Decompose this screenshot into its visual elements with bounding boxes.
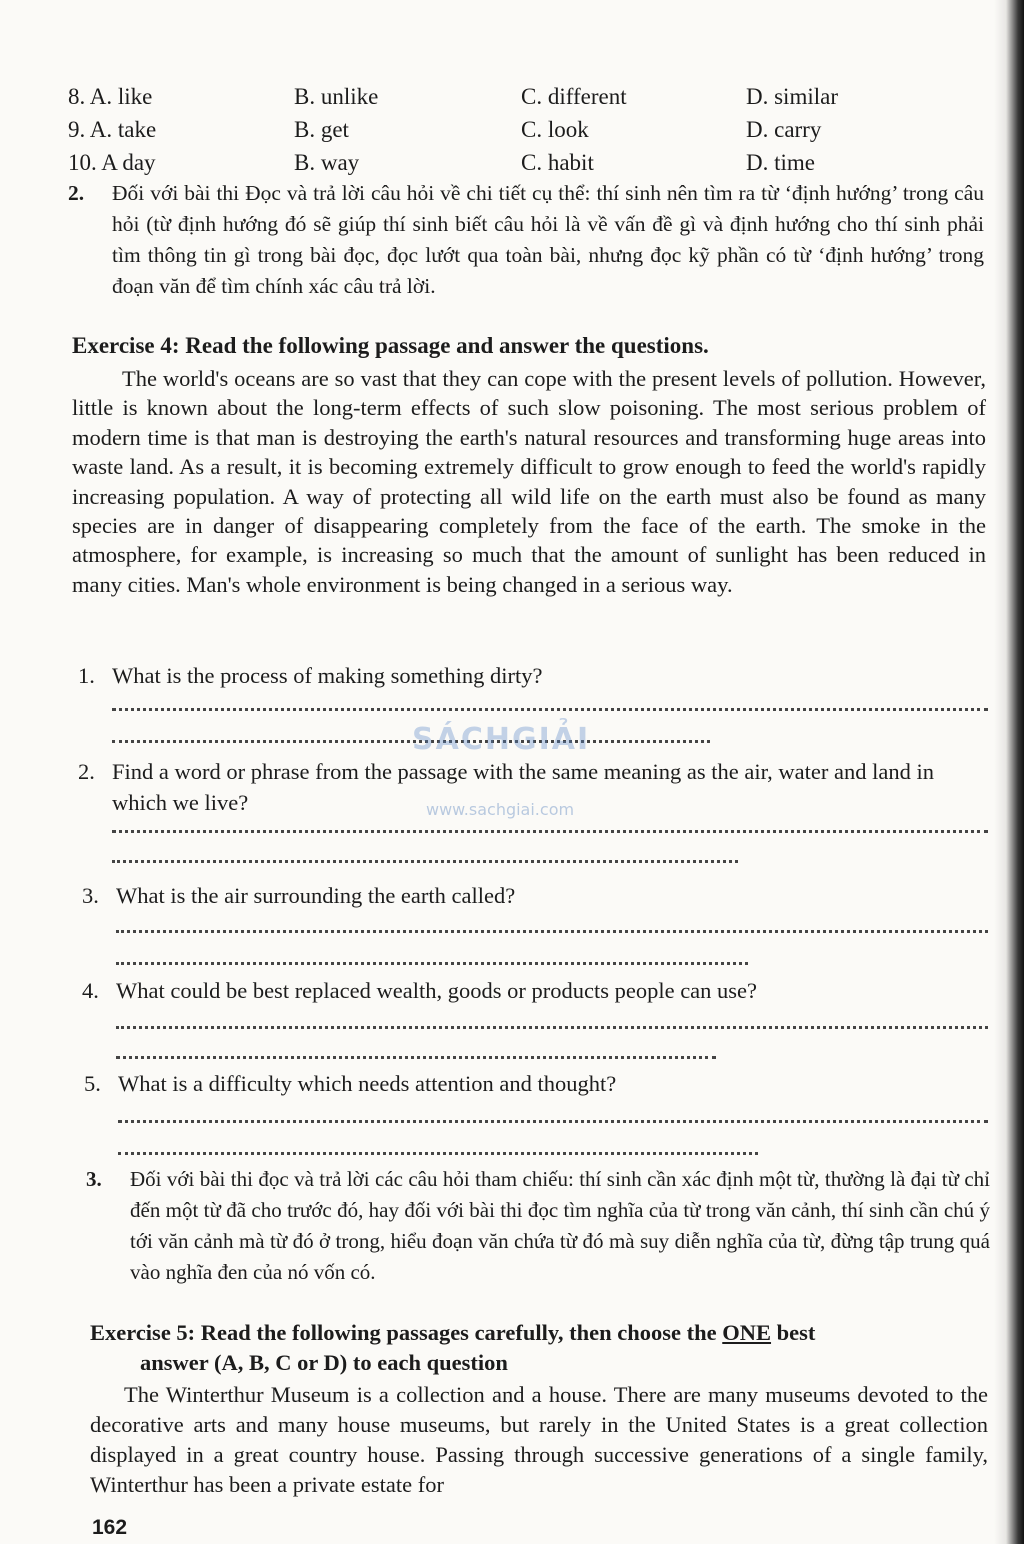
- question-number: 2.: [78, 759, 95, 784]
- question-number: 1.: [78, 663, 95, 688]
- option-a: 10. A day: [68, 150, 156, 175]
- note-3: [86, 1164, 990, 1288]
- answer-line[interactable]: [112, 740, 710, 743]
- answer-line[interactable]: [112, 708, 988, 711]
- question-number: 4.: [82, 978, 99, 1003]
- answer-line[interactable]: [116, 1026, 988, 1029]
- exercise-5-title: [90, 1320, 815, 1346]
- question-text: What is the process of making something dirty?: [112, 663, 543, 688]
- exercise-5-title-text: Exercise 5: Read the following passages carefully, then choose the: [90, 1320, 723, 1345]
- exercise-5-passage: The Winterthur Museum is a collection and a house. There are many museums devoted to the decorative arts and many house museums, but rarely in the United States is a great collection displayed in a great country house. Passing through successive generations of a single family, Winterthur has been a private estate for: [90, 1382, 988, 1497]
- option-c: C. habit: [521, 150, 594, 175]
- question-text: What could be best replaced wealth, goods or products people can use?: [116, 978, 758, 1003]
- note-2: [68, 178, 984, 302]
- option-a: 9. A. take: [68, 117, 157, 142]
- question-number: 3.: [82, 883, 99, 908]
- options-row-9: [68, 117, 948, 149]
- note-number: 2.: [68, 181, 85, 205]
- question-text: What is the air surrounding the earth called?: [116, 883, 516, 908]
- option-d: D. carry: [746, 117, 822, 142]
- exercise-5-title-end: best: [771, 1320, 816, 1345]
- question-text: What is a difficulty which needs attention and thought?: [118, 1071, 617, 1096]
- page-binding-shadow: [994, 0, 1024, 1544]
- options-row-8: [68, 84, 948, 116]
- exercise-5-title-emphasis: ONE: [722, 1320, 772, 1345]
- answer-line[interactable]: [112, 860, 738, 863]
- answer-line[interactable]: [118, 1120, 988, 1123]
- question-1: [78, 660, 984, 691]
- option-d: D. similar: [746, 84, 838, 109]
- exercise-4-title: Exercise 4: Read the following passage and answer the questions.: [72, 333, 709, 358]
- watermark-url: www.sachgiai.com: [426, 800, 575, 819]
- option-d: D. time: [746, 150, 815, 175]
- page-number: 162: [92, 1516, 128, 1539]
- question-number: 5.: [84, 1071, 101, 1096]
- option-c: C. look: [521, 117, 589, 142]
- answer-line[interactable]: [116, 930, 988, 933]
- answer-line[interactable]: [118, 1152, 758, 1155]
- option-b: B. unlike: [294, 84, 379, 109]
- watermark: [412, 722, 612, 822]
- question-4: [82, 975, 984, 1006]
- answer-line[interactable]: [112, 830, 988, 833]
- note-text: Đối với bài thi Đọc và trả lời câu hỏi về chi tiết cụ thể: thí sinh nên tìm ra từ ‘định hướng’ trong câu hỏi (từ định hướng đó sẽ giúp thí sinh biết câu hỏi là về vấn đề gì và định hướng cho thí sinh phải tìm thông tin gì trong bài đọc, đọc lướt qua toàn bài, nhưng đọc kỹ phần có từ ‘định hướng’ trong đoạn văn để tìm chính xác câu trả lời.: [112, 181, 984, 298]
- watermark-logo: SÁCHGIẢI: [412, 722, 591, 757]
- question-3: [82, 880, 984, 911]
- question-5: [84, 1068, 984, 1099]
- note-number: 3.: [86, 1167, 102, 1191]
- option-c: C. different: [521, 84, 627, 109]
- option-a: 8. A. like: [68, 84, 153, 109]
- answer-line[interactable]: [116, 962, 748, 965]
- note-text: Đối với bài thi đọc và trả lời các câu hỏi tham chiếu: thí sinh cần xác định một từ, thường là đại từ chỉ đến một từ đã cho trước đó, hay đối với bài thi đọc tìm nghĩa của từ trong văn cảnh, thí sinh cần chú ý tới văn cảnh mà từ đó ở trong, hiểu đoạn văn chứa từ đó mà suy diễn nghĩa của từ, đừng tập trung quá vào nghĩa đen của nó vốn có.: [130, 1167, 990, 1284]
- exercise-5-title-line2: answer (A, B, C or D) to each question: [140, 1350, 508, 1375]
- exercise-4-passage: The world's oceans are so vast that they can cope with the present levels of pollution. However, little is known about the long-term effects of such slow poisoning. The most serious problem of modern time is that man is destroying the earth's natural resources and transforming huge areas into waste land. As a result, it is becoming extremely difficult to grow enough to feed the world's rapidly increasing population. A way of protecting all wild life on the earth must also be found as many species are in danger of disappearing completely from the face of the earth. The smoke in the atmosphere, for example, is increasing so much that the amount of sunlight has been reduced in many cities. Man's whole environment is being changed in a serious way.: [72, 366, 986, 597]
- question-text: Find a word or phrase from the passage with the same meaning as the air, water and land in which we live?: [112, 759, 934, 815]
- option-b: B. way: [294, 150, 360, 175]
- option-b: B. get: [294, 117, 349, 142]
- answer-line[interactable]: [116, 1056, 716, 1059]
